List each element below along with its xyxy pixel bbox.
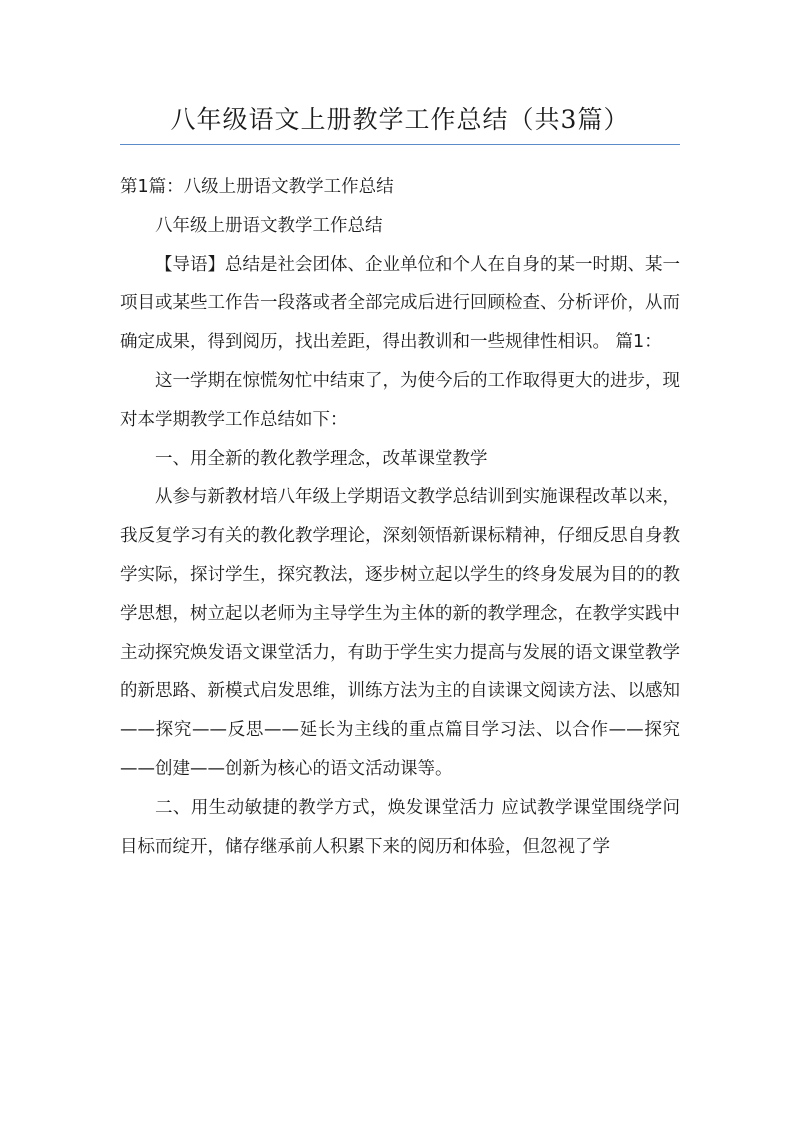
section-title: 八年级上册语文教学工作总结 <box>155 215 383 236</box>
summary-intro-paragraph: 这一学期在惊慌匆忙中结束了，为使今后的工作取得更大的进步，现对本学期教学工作总结如下： <box>120 370 680 430</box>
intro-paragraph: 【导语】总结是社会团体、企业单位和个人在自身的某一时期、某一项目或某些工作告一段落或者全部完成后进行回顾检查、分析评价，从而确定成果，得到阅历，找出差距，得出教训和一些规律性相识。 篇1： <box>120 254 680 353</box>
document-title: 八年级语文上册教学工作总结（共3篇） <box>170 105 630 134</box>
subheading-two-paragraph: 二、用生动敏捷的教学方式，焕发课堂活力 应试教学课堂围绕学问目标而绽开，储存继承前人积累下来的阅历和体验，但忽视了学 <box>120 797 680 857</box>
chapter-heading: 第1篇：八级上册语文教学工作总结 <box>120 177 394 197</box>
document-body <box>120 168 680 866</box>
title-divider <box>120 144 680 145</box>
subheading-one: 一、用全新的教化教学理念，改革课堂教学 <box>155 448 488 469</box>
body-paragraph: 从参与新教材培八年级上学期语文教学总结训到实施课程改革以来，我反复学习有关的教化教学理论，深刻领悟新课标精神，仔细反思自身教学实际，探讨学生，探究教法，逐步树立起以学生的终身发展为目的的教学思想，树立起以老师为主导学生为主体的新的教学理念，在教学实践中主动探究焕发语文课堂活力，有助于学生实力提高与发展的语文课堂教学的新思路、新模式启发思维，训练方法为主的自读课文阅读方法、以感知——探究——反思——延长为主线的重点篇目学习法、以合作——探究——创建——创新为核心的语文活动课等。 <box>120 487 680 779</box>
